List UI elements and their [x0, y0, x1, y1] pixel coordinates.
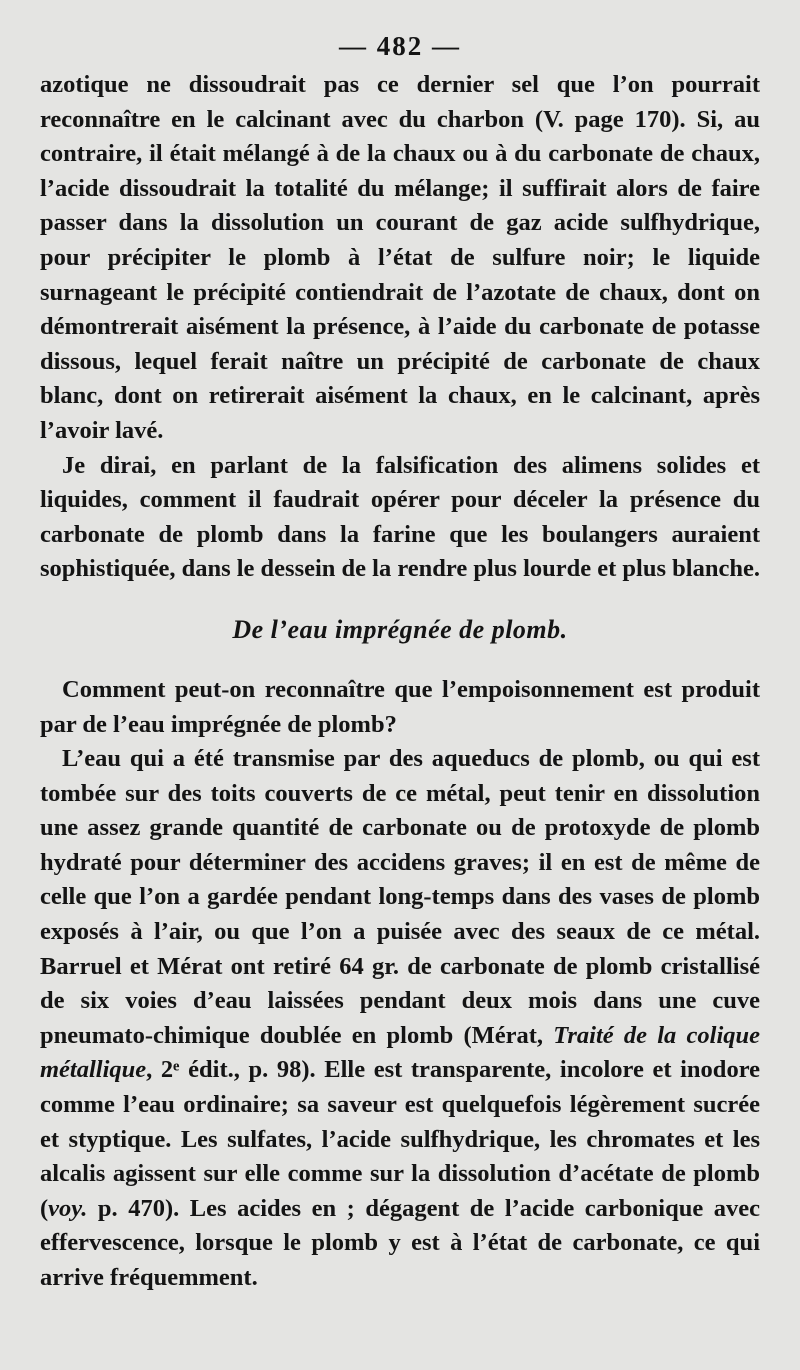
paragraph-water-lead-part-b: , 2ᵉ édit., p. 98). Elle est transparente, incolore et inodore comme l’eau ordinaire; sa saveur est quelquefois légèrement sucrée et styptique. Les sulfates, l’acide sulfhydrique, les chromates et les alcalis agissent sur elle comme sur la dissolution d’acétate de plomb ( [40, 1056, 760, 1222]
paragraph-water-lead-part-a: L’eau qui a été transmise par des aqueducs de plomb, ou qui est tombée sur des toits couverts de ce métal, peut tenir en dissolution une assez grande quantité de carbonate ou de protoxyde de plomb hydraté pour déterminer des accidens graves; il en est de même de celle que l’on a gardée pendant long-temps dans des vases de plomb exposés à l’air, ou que l’on a puisée avec des seaux de ce métal. Barruel et Mérat ont retiré 64 gr. de carbonate de plomb cristallisé de six voies d’eau laissées pendant deux mois dans une cuve pneumato-chimique doublée en plomb (Mérat, [40, 745, 760, 1049]
citation-title: Traité de la colique métallique [40, 1021, 761, 1084]
paragraph-water-lead [40, 742, 760, 1296]
paragraph-continuation: azotique ne dissoudrait pas ce dernier sel que l’on pourrait reconnaître en le calcinant avec du charbon (V. page 170). Si, au contraire, il était mélangé à de la chaux ou à du carbonate de chaux, l’acide dissoudrait la totalité du mélange; il suffirait alors de faire passer dans la dissolution un courant de gaz acide sulfhydrique, pour précipiter le plomb à l’état de sulfure noir; le liquide surnageant le précipité contiendrait de l’azotate de chaux, dont on démontrerait aisément la présence, à l’aide du carbonate de potasse dissous, lequel ferait naître un précipité de carbonate de chaux blanc, dont on retirerait aisément la chaux, en le calcinant, après l’avoir lavé. [40, 71, 760, 444]
paragraph-water-lead-part-c: p. 470). Les acides en ; dégagent de l’acide carbonique avec effervescence, lorsque le plomb y est à l’état de carbonate, ce qui arrive fréquemment. [40, 1194, 760, 1291]
paragraph-question: Comment peut-on reconnaître que l’empoisonnement est produit par de l’eau imprégnée de plomb? [40, 675, 760, 738]
voy-abbreviation: voy. [48, 1194, 88, 1222]
page-body [40, 68, 760, 1296]
paragraph-falsification: Je dirai, en parlant de la falsification des alimens solides et liquides, comment il faudrait opérer pour déceler la présence du carbonate de plomb dans la farine que les boulangers auraient sophistiquée, dans le dessein de la rendre plus lourde et plus blanche. [40, 451, 760, 583]
section-heading: De l’eau imprégnée de plomb. [232, 614, 568, 644]
page-number: — 482 — [339, 31, 461, 61]
